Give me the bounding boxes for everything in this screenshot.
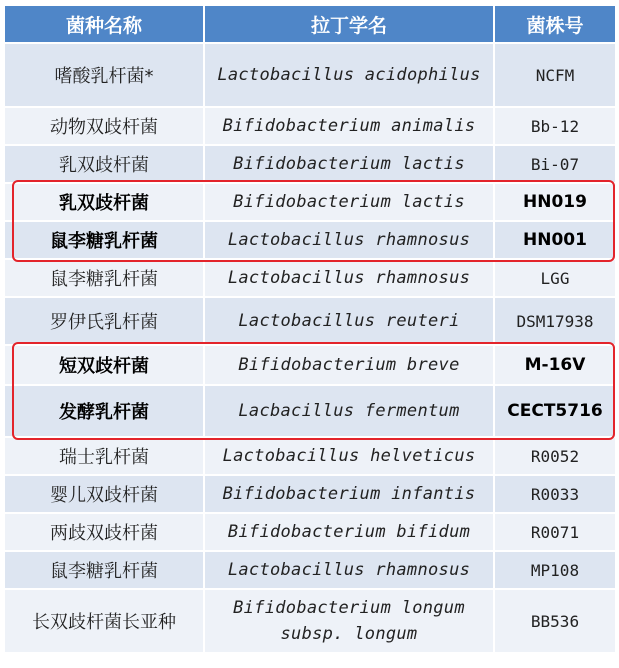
strain-number-cell: CECT5716 — [494, 385, 616, 437]
latin-name-cell: Lactobacillus rhamnosus — [204, 221, 494, 259]
strain-number-cell: Bb-12 — [494, 107, 616, 145]
strain-number-cell: R0033 — [494, 475, 616, 513]
strain-number-cell: LGG — [494, 259, 616, 297]
table-row — [4, 43, 616, 107]
chinese-name-cell: 乳双歧杆菌 — [4, 145, 204, 183]
latin-name-cell: Lactobacillus helveticus — [204, 437, 494, 475]
strain-number-cell: R0071 — [494, 513, 616, 551]
strain-number-cell: Bi-07 — [494, 145, 616, 183]
strain-number-cell: HN001 — [494, 221, 616, 259]
table-row — [4, 589, 616, 653]
chinese-name-cell: 短双歧杆菌 — [4, 345, 204, 385]
probiotic-table-container — [3, 4, 615, 654]
probiotic-strain-table — [3, 4, 617, 654]
chinese-name-cell: 鼠李糖乳杆菌 — [4, 551, 204, 589]
strain-number-cell: HN019 — [494, 183, 616, 221]
latin-name-cell: Bifidobacterium lactis — [204, 183, 494, 221]
latin-name-cell: Lactobacillus acidophilus — [204, 43, 494, 107]
chinese-name-cell: 动物双歧杆菌 — [4, 107, 204, 145]
strain-number-cell: DSM17938 — [494, 297, 616, 345]
latin-name-cell: Bifidobacterium lactis — [204, 145, 494, 183]
latin-name-cell: Bifidobacterium infantis — [204, 475, 494, 513]
latin-name-cell: Bifidobacterium breve — [204, 345, 494, 385]
strain-number-cell: NCFM — [494, 43, 616, 107]
chinese-name-cell: 鼠李糖乳杆菌 — [4, 259, 204, 297]
latin-name-cell: Bifidobacterium bifidum — [204, 513, 494, 551]
header-latin-name: 拉丁学名 — [204, 5, 494, 43]
highlight-box-hn-strains — [12, 180, 615, 262]
table-row — [4, 145, 616, 183]
table-row — [4, 259, 616, 297]
table-row — [4, 551, 616, 589]
table-row — [4, 107, 616, 145]
latin-name-cell: Lactobacillus rhamnosus — [204, 259, 494, 297]
strain-number-cell: R0052 — [494, 437, 616, 475]
chinese-name-cell: 罗伊氏乳杆菌 — [4, 297, 204, 345]
header-chinese-name: 菌种名称 — [4, 5, 204, 43]
strain-number-cell: MP108 — [494, 551, 616, 589]
chinese-name-cell: 长双歧杆菌长亚种 — [4, 589, 204, 653]
chinese-name-cell: 鼠李糖乳杆菌 — [4, 221, 204, 259]
chinese-name-cell: 婴儿双歧杆菌 — [4, 475, 204, 513]
table-row — [4, 437, 616, 475]
chinese-name-cell: 嗜酸乳杆菌* — [4, 43, 204, 107]
latin-name-cell: Lacbacillus fermentum — [204, 385, 494, 437]
latin-name-cell: Bifidobacterium animalis — [204, 107, 494, 145]
chinese-name-cell: 发酵乳杆菌 — [4, 385, 204, 437]
chinese-name-cell: 两歧双歧杆菌 — [4, 513, 204, 551]
highlight-box-infant-strains — [12, 342, 615, 440]
table-row — [4, 513, 616, 551]
table-header-row — [4, 5, 616, 43]
strain-number-cell: M-16V — [494, 345, 616, 385]
chinese-name-cell: 瑞士乳杆菌 — [4, 437, 204, 475]
latin-name-cell: Lactobacillus reuteri — [204, 297, 494, 345]
latin-name-cell: Lactobacillus rhamnosus — [204, 551, 494, 589]
table-row — [4, 297, 616, 345]
header-strain-number: 菌株号 — [494, 5, 616, 43]
table-row — [4, 475, 616, 513]
latin-name-cell: Bifidobacterium longum subsp. longum — [204, 589, 494, 653]
strain-number-cell: BB536 — [494, 589, 616, 653]
chinese-name-cell: 乳双歧杆菌 — [4, 183, 204, 221]
